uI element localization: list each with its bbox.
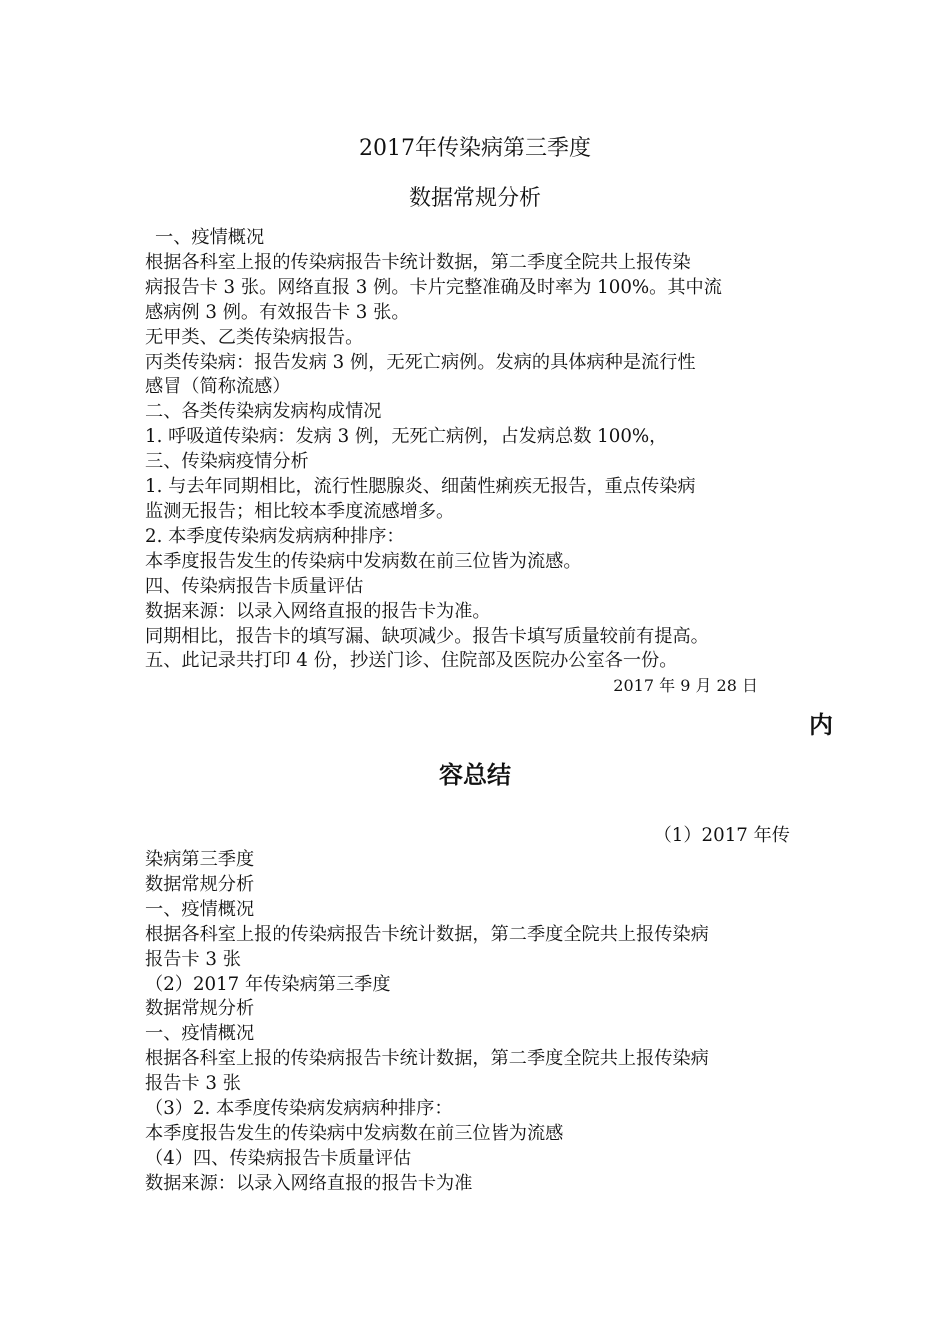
- summary-line: 一、疫情概况: [145, 1023, 255, 1045]
- summary-body: [145, 848, 810, 1197]
- summary-line: 染病第三季度: [145, 849, 255, 870]
- paragraph-line: 数据来源：以录入网络直报的报告卡为准。: [145, 600, 491, 622]
- summary-line: （2）2017 年传染病第三季度: [145, 973, 391, 995]
- summary-line: 数据常规分析: [145, 998, 255, 1020]
- section-heading: 四、传染病报告卡质量评估: [145, 575, 364, 597]
- summary-first-line: （1）2017 年传: [653, 825, 790, 846]
- summary-line: 数据常规分析: [145, 873, 255, 895]
- section-heading: 三、传染病疫情分析: [145, 451, 309, 473]
- summary-line: 本季度报告发生的传染病中发病数在前三位皆为流感: [145, 1122, 564, 1144]
- summary-line: （4）四、传染病报告卡质量评估: [145, 1147, 412, 1169]
- document-date: 2017 年 9 月 28 日: [613, 676, 758, 695]
- paragraph-line: 本季度报告发生的传染病中发病数在前三位皆为流感。: [145, 550, 582, 572]
- summary-line: 数据来源：以录入网络直报的报告卡为准: [145, 1172, 473, 1194]
- section-heading: 二、各类传染病发病构成情况: [145, 401, 382, 423]
- summary-line: 报告卡 3 张: [145, 1073, 241, 1095]
- paragraph-line: 1. 呼吸道传染病：发病 3 例，无死亡病例，占发病总数 100%，: [145, 426, 668, 448]
- document-title: 2017年传染病第三季度: [359, 136, 591, 161]
- document-subtitle: 数据常规分析: [408, 186, 541, 211]
- paragraph-line: 感病例 3 例。有效报告卡 3 张。: [145, 301, 410, 323]
- paragraph-line: 1. 与去年同期相比，流行性腮腺炎、细菌性痢疾无报告，重点传染病: [145, 476, 696, 498]
- section-heading: 五、此记录共打印 4 份，抄送门诊、住院部及医院办公室各一份。: [145, 650, 678, 672]
- document-body: [145, 226, 810, 674]
- summary-heading-part1: 内: [809, 711, 833, 739]
- summary-line: 根据各科室上报的传染病报告卡统计数据，第二季度全院共上报传染病: [145, 1048, 709, 1070]
- summary-heading-part2: 容总结: [439, 761, 511, 789]
- paragraph-line: 2. 本季度传染病发病病种排序：: [145, 525, 405, 547]
- summary-line: 根据各科室上报的传染病报告卡统计数据，第二季度全院共上报传染病: [145, 923, 709, 945]
- paragraph-line: 无甲类、乙类传染病报告。: [145, 326, 364, 348]
- summary-line: 报告卡 3 张: [145, 948, 241, 970]
- paragraph-line: 监测无报告；相比较本季度流感增多。: [145, 500, 455, 522]
- paragraph-line: 病报告卡 3 张。网络直报 3 例。卡片完整准确及时率为 100%。其中流: [145, 276, 722, 298]
- paragraph-line: 根据各科室上报的传染病报告卡统计数据，第二季度全院共上报传染: [145, 251, 691, 273]
- summary-line: （3）2. 本季度传染病发病病种排序：: [145, 1098, 453, 1120]
- section-heading: 一、疫情概况: [155, 227, 265, 248]
- summary-line: 一、疫情概况: [145, 898, 255, 920]
- paragraph-line: 感冒（简称流感）: [145, 376, 291, 398]
- paragraph-line: 同期相比，报告卡的填写漏、缺项减少。报告卡填写质量较前有提高。: [145, 625, 709, 647]
- paragraph-line: 丙类传染病：报告发病 3 例，无死亡病例。发病的具体病种是流行性: [145, 351, 696, 373]
